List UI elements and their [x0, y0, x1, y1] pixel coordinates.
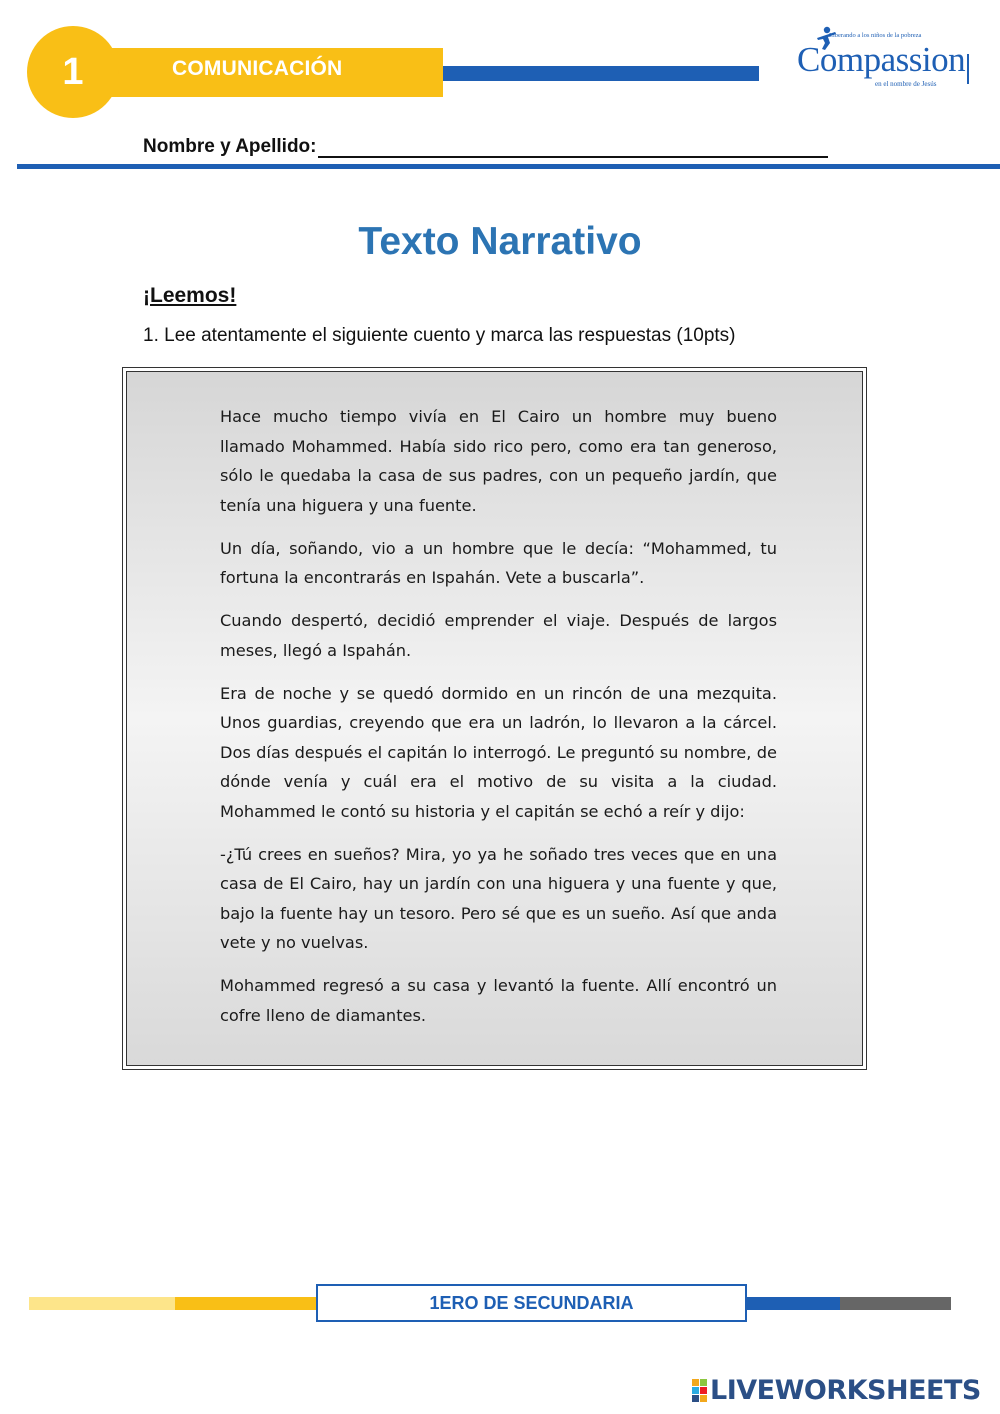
liveworksheets-wordmark: LIVEWORKSHEETS: [710, 1374, 981, 1406]
name-input-line[interactable]: [318, 138, 828, 158]
logo-tagline-bottom: en el nombre de Jesús: [875, 80, 937, 88]
grade-label-box: [316, 1284, 747, 1322]
story-box: [122, 367, 867, 1070]
story-panel: [126, 371, 863, 1066]
grade-label: 1ERO DE SECUNDARIA: [429, 1292, 634, 1313]
instruction-text: 1. Lee atentamente el siguiente cuento y marca las respuestas (10pts): [143, 325, 736, 346]
compassion-logo: [795, 26, 975, 94]
name-field-row: [143, 136, 828, 158]
subject-label: COMUNICACIÓN: [172, 57, 343, 80]
footer-bar-blue: [745, 1297, 840, 1310]
header-accent-bar: [443, 66, 759, 81]
story-paragraph: Mohammed regresó a su casa y levantó la fuente. Allí encontró un cofre lleno de diamantes.: [220, 976, 777, 1025]
story-paragraph: -¿Tú crees en sueños? Mira, yo ya he soñado tres veces que en una casa de El Cairo, hay un jardín con una higuera y una fuente y que, bajo la fuente hay un tesoro. Pero sé que es un sueño. Así que anda vete y no vuelvas.: [220, 844, 777, 952]
story-text: [220, 402, 777, 1044]
liveworksheets-brand[interactable]: [692, 1374, 981, 1406]
footer-bar-gray: [840, 1297, 951, 1310]
unit-number: 1: [62, 50, 84, 93]
liveworksheets-logo-icon: [692, 1379, 707, 1402]
story-paragraph: Era de noche y se quedó dormido en un rincón de una mezquita. Unos guardias, creyendo que era un ladrón, lo llevaron a la cárcel. Dos días después el capitán lo interrogó. Le preguntó su nombre, de dónde venía y cuál era el motivo de su visita a la ciudad. Mohammed le contó su historia y el capitán se echó a reír y dijo:: [220, 683, 777, 821]
header-divider: [17, 164, 1000, 169]
story-paragraph: Cuando despertó, decidió emprender el viaje. Después de largos meses, llegó a Ispahán.: [220, 611, 777, 660]
logo-divider: [967, 54, 969, 84]
story-paragraph: Un día, soñando, vio a un hombre que le decía: “Mohammed, tu fortuna la encontrarás en Ispahán. Vete a buscarla”.: [220, 538, 777, 587]
footer-bar-yellow: [175, 1297, 318, 1310]
story-paragraph: Hace mucho tiempo vivía en El Cairo un hombre muy bueno llamado Mohammed. Había sido rico pero, como era tan generoso, sólo le quedaba la casa de sus padres, con un pequeño jardín, que tenía una higuera y una fuente.: [220, 407, 777, 515]
footer-bar-light-yellow: [29, 1297, 175, 1310]
name-label: Nombre y Apellido:: [143, 136, 317, 157]
page-title: Texto Narrativo: [358, 220, 642, 263]
unit-number-badge: [27, 26, 119, 118]
logo-wordmark: Compassion: [797, 40, 966, 79]
logo-tagline-top: Liberando a los niños de la pobreza: [829, 32, 922, 39]
section-heading: ¡Leemos!: [143, 284, 237, 307]
